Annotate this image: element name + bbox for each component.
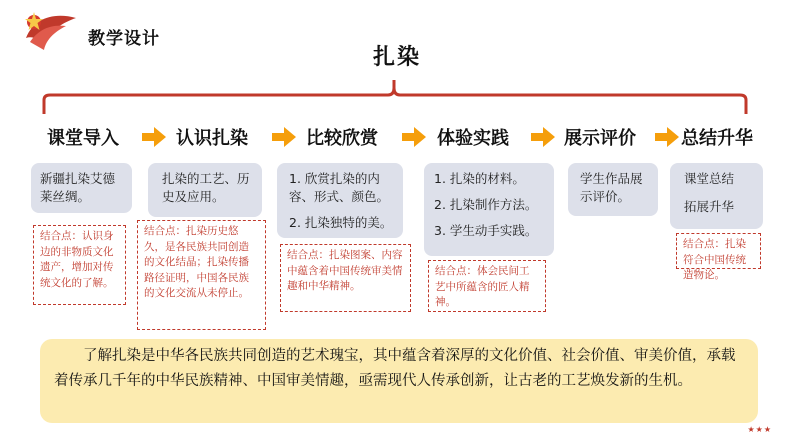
step-3-item-2: 2. 扎染独特的美。 [289, 215, 393, 230]
arrow-right-icon [402, 127, 426, 147]
step-6-line-1: 课堂总结 [684, 171, 735, 186]
step-4-item-2: 2. 扎染制作方法。 [434, 197, 538, 212]
step-3-title: 比较欣赏 [306, 128, 378, 149]
step-3-note: 结合点：扎染图案、内容中蕴含着中国传统审美情趣和中华精神。 [280, 244, 411, 312]
step-3-item-1: 1. 欣赏扎染的内容、形式、颜色。 [289, 171, 390, 204]
step-5-content-box [568, 163, 658, 216]
step-6-title: 总结升华 [681, 128, 753, 149]
step-1-content: 新疆扎染艾德莱丝绸。 [40, 171, 116, 204]
step-2-note: 结合点：扎染历史悠久，是各民族共同创造的文化结晶；扎染传播路径证明，中国各民族的文化交流从未停止。 [137, 220, 266, 330]
arrow-right-icon [531, 127, 555, 147]
step-1-note: 结合点：认识身边的非物质文化遗产，增加对传统文化的了解。 [33, 225, 126, 305]
corner-stars-icon: ★★★ [747, 425, 772, 434]
step-1-title: 课堂导入 [47, 128, 119, 149]
header-title: 教学设计 [88, 29, 160, 49]
step-1-content-box [31, 163, 132, 213]
step-2-content: 扎染的工艺、历史及应用。 [162, 171, 250, 204]
step-4-item-1: 1. 扎染的材料。 [434, 171, 525, 186]
step-2-title: 认识扎染 [176, 128, 248, 149]
arrow-right-icon [272, 127, 296, 147]
brace-bracket [40, 78, 750, 118]
step-6-content-box [670, 163, 763, 229]
summary-box: 了解扎染是中华各民族共同创造的艺术瑰宝，其中蕴含着深厚的文化价值、社会价值、审美价值，承载着传承几千年的中华民族精神、中国审美情趣，亟需现代人传承创新，让古老的工艺焕发新的生机。 [40, 339, 758, 423]
step-5-content: 学生作品展示评价。 [580, 171, 643, 204]
step-4-content-box [424, 163, 554, 256]
step-4-item-3: 3. 学生动手实践。 [434, 223, 538, 238]
step-3-content-box [277, 163, 403, 238]
step-6-note: 结合点：扎染符合中国传统造物论。 [676, 233, 761, 269]
step-4-title: 体验实践 [437, 128, 509, 149]
main-title: 扎染 [372, 45, 421, 70]
arrow-right-icon [655, 127, 679, 147]
step-4-note: 结合点：体会民间工艺中所蕴含的匠人精神。 [428, 260, 546, 312]
step-5-title: 展示评价 [564, 128, 636, 149]
arrow-right-icon [142, 127, 166, 147]
step-2-content-box [148, 163, 262, 217]
step-6-line-2: 拓展升华 [684, 199, 735, 214]
